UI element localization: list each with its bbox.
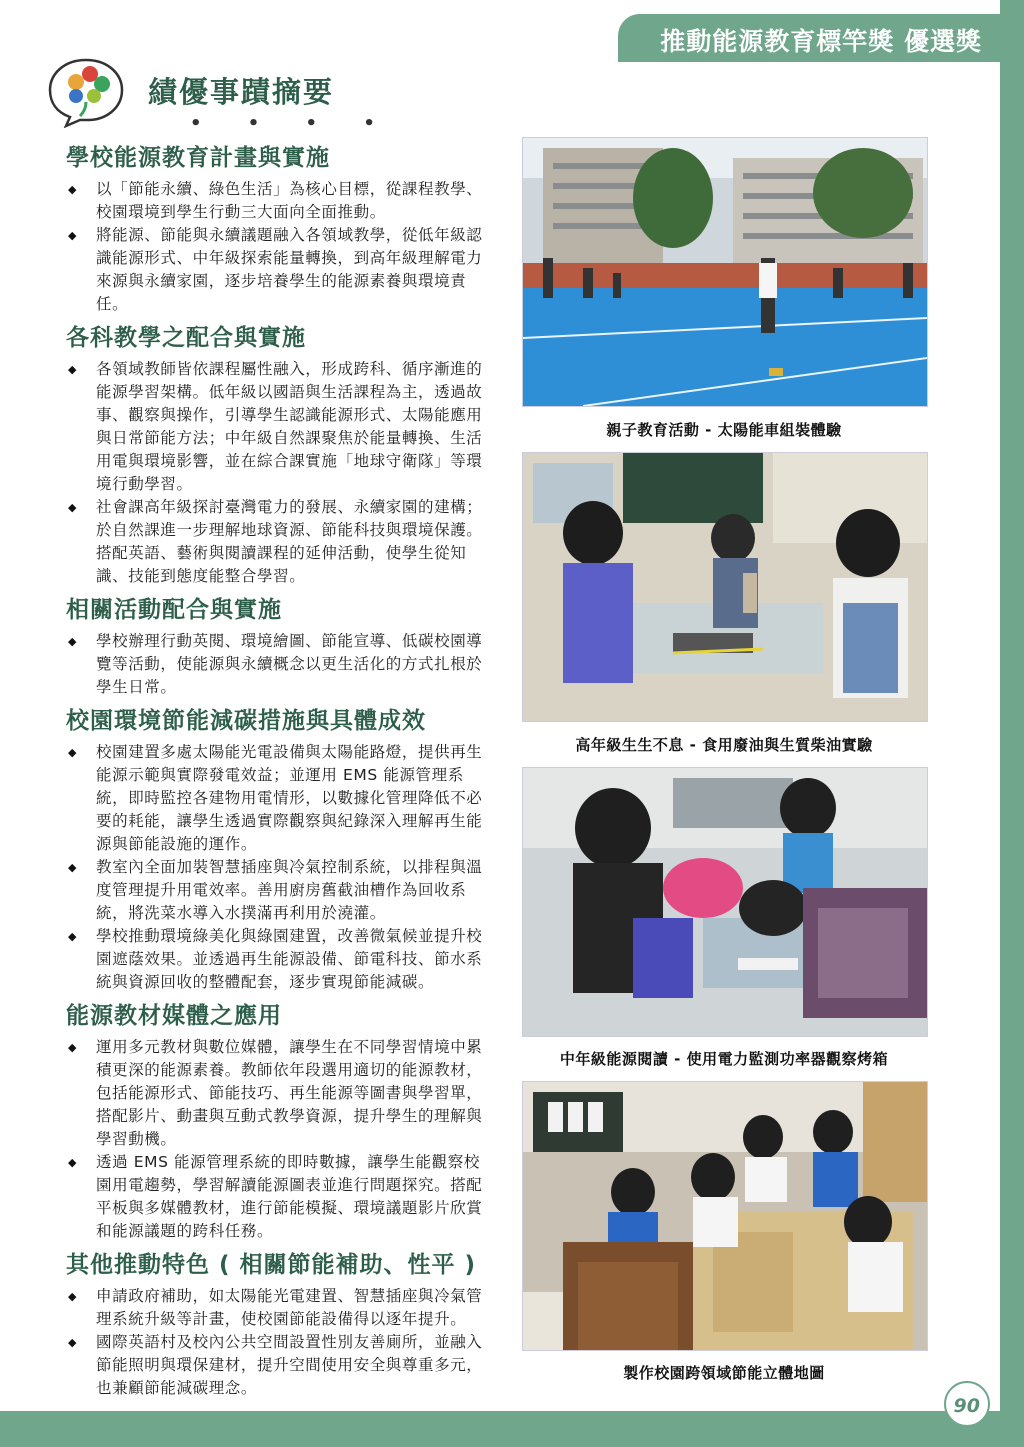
section-title: 相關活動配合與實施 (66, 597, 282, 623)
summary-content (66, 142, 484, 1406)
bullet-list (66, 358, 484, 588)
bullet-item: ◆ 學校推動環境綠美化與綠園建置，改善微氣候並提升校園遮蔭效果。並透過再生能源設備、節電科技、節水系統與資源回收的整體配套，逐步實現節能減碳。 (66, 925, 484, 994)
section-title: 其他推動特色 ( 相關節能補助、性平 ) (66, 1252, 477, 1278)
section-other-features (66, 1249, 484, 1400)
section-title: 各科教學之配合與實施 (66, 325, 306, 351)
section-energy-plan (66, 142, 484, 316)
photo-solar-car-activity (522, 137, 928, 407)
bullet-list (66, 1285, 484, 1400)
header-title: 推動能源教育標竿獎 優選獎 (660, 27, 982, 56)
section-title: 校園環境節能減碳措施與具體成效 (66, 708, 426, 734)
section-activities (66, 594, 484, 699)
bullet-item: ◆ 學校辦理行動英閱、環境繪圖、節能宣導、低碳校園導覽等活動，使能源與永續概念以更生活化的方式扎根於學生日常。 (66, 630, 484, 699)
photo-power-monitor-oven (522, 767, 928, 1037)
bullet-list (66, 630, 484, 699)
bullet-item: ◆ 以「節能永續、綠色生活」為核心目標，從課程教學、校園環境到學生行動三大面向全面推動。 (66, 178, 484, 224)
section-campus-measures (66, 705, 484, 994)
photo-caption: 高年級生生不息 - 食用廢油與生質柴油實驗 (575, 736, 873, 754)
photo-biodiesel-experiment (522, 452, 928, 722)
section-title: 能源教材媒體之應用 (66, 1003, 282, 1029)
bottom-frame-bar (0, 1411, 1024, 1447)
award-logo-icon (46, 56, 128, 128)
section-teaching (66, 322, 484, 588)
section-title: 學校能源教育計畫與實施 (66, 145, 330, 171)
bullet-item: ◆ 將能源、節能與永續議題融入各領域教學，從低年級認識能源形式、中年級探索能量轉換，到高年級理解電力來源與永續家園，逐步培養學生的能源素養與環境責任。 (66, 224, 484, 316)
right-frame-bar (1000, 0, 1024, 1447)
page-heading: 績優事蹟摘要 (148, 75, 335, 109)
photo-caption: 中年級能源閱讀 - 使用電力監測功率器觀察烤箱 (559, 1050, 889, 1068)
bullet-item: ◆ 校園建置多處太陽能光電設備與太陽能路燈，提供再生能源示範與實際發電效益；並運用 EMS 能源管理系統，即時監控各建物用電情形，以數據化管理降低不必要的耗能，讓學生透過實際觀察與紀錄深入理解再生能源與節能設施的運作。 (66, 741, 484, 856)
bullet-item: ◆ 國際英語村及校內公共空間設置性別友善廁所，並融入節能照明與環保建材，提升空間使用安全與尊重多元，也兼顧節能減碳理念。 (66, 1331, 484, 1400)
bullet-item: ◆ 社會課高年級探討臺灣電力的發展、永續家園的建構；於自然課進一步理解地球資源、節能科技與環境保護。搭配英語、藝術與閱讀課程的延伸活動，使學生從知識、技能到態度能整合學習。 (66, 496, 484, 588)
page-number: 90 (953, 1395, 980, 1417)
photo-caption: 親子教育活動 - 太陽能車組裝體驗 (606, 421, 842, 439)
bullet-list (66, 1036, 484, 1243)
photo-caption: 製作校園跨領域節能立體地圖 (623, 1364, 825, 1382)
section-teaching-media (66, 1000, 484, 1243)
bullet-item: ◆ 運用多元教材與數位媒體，讓學生在不同學習情境中累積更深的能源素養。教師依年段選用適切的能源教材，包括能源形式、節能技巧、再生能源等圖書與學習單，搭配影片、動畫與互動式教學資源，提升學生的理解與學習動機。 (66, 1036, 484, 1151)
heading-dots: • • • • (190, 113, 395, 134)
bullet-item: ◆ 透過 EMS 能源管理系統的即時數據，讓學生能觀察校園用電趨勢，學習解讀能源圖表並進行問題探究。搭配平板與多媒體教材，進行節能模擬、環境議題影片欣賞和能源議題的跨科任務。 (66, 1151, 484, 1243)
bullet-list (66, 178, 484, 316)
photo-3d-campus-map (522, 1081, 928, 1351)
bullet-list (66, 741, 484, 994)
bullet-item: ◆ 教室內全面加裝智慧插座與冷氣控制系統，以排程與溫度管理提升用電效率。善用廚房舊截油槽作為回收系統，將洗菜水導入水撲滿再利用於澆灌。 (66, 856, 484, 925)
bullet-item: ◆ 申請政府補助，如太陽能光電建置、智慧插座與冷氣管理系統升級等計畫，使校園節能設備得以逐年提升。 (66, 1285, 484, 1331)
bullet-item: ◆ 各領域教師皆依課程屬性融入，形成跨科、循序漸進的能源學習架構。低年級以國語與生活課程為主，透過故事、觀察與操作，引導學生認識能源形式、太陽能應用與日常節能方法；中年級自然課聚焦於能量轉換、生活用電與環境影響，並在綜合課實施「地球守衛隊」等環境行動學習。 (66, 358, 484, 496)
